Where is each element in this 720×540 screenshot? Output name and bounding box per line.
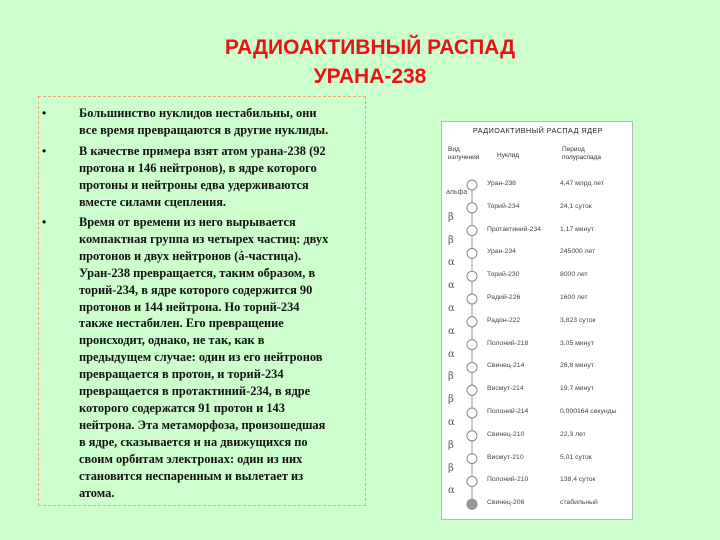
halflife-label: 24,1 суток bbox=[560, 202, 592, 210]
nuclide-label: Торий-234 bbox=[487, 202, 520, 210]
halflife-label: 1,17 минут bbox=[560, 225, 594, 233]
decay-chain-diagram bbox=[441, 121, 633, 520]
nucleus-node bbox=[467, 340, 477, 350]
text-line: также нестабилен. Его превращение bbox=[79, 316, 284, 331]
nucleus-node bbox=[467, 408, 477, 418]
nucleus-node bbox=[467, 362, 477, 372]
radiation-type-label: альфа bbox=[446, 189, 468, 196]
text-line: компактная группа из четырех частиц: двух bbox=[79, 231, 329, 246]
bullet-text bbox=[79, 214, 364, 501]
bullet-marker: • bbox=[42, 215, 47, 229]
nuclide-label: Протактиний-234 bbox=[487, 225, 542, 233]
nucleus-node bbox=[467, 226, 477, 236]
nucleus-node bbox=[467, 385, 477, 395]
halflife-label: 19,7 минут bbox=[560, 385, 594, 393]
text-line: торий-234, в ядре которого содержится 90 bbox=[79, 282, 313, 297]
nuclide-label: Свинец-206 bbox=[487, 499, 525, 507]
halflife-label: 26,8 минут bbox=[560, 362, 594, 370]
halflife-label: 4,47 млрд лет bbox=[560, 180, 604, 187]
header-line: полураспада bbox=[562, 154, 601, 161]
nuclide-label: Торий-230 bbox=[487, 271, 520, 279]
text-frame bbox=[38, 96, 366, 506]
nuclide-label: Радий-226 bbox=[487, 294, 521, 301]
radiation-type-label: α bbox=[448, 257, 455, 269]
text-line: все время превращаются в другие нуклиды. bbox=[79, 122, 329, 137]
halflife-label: стабильный bbox=[560, 499, 598, 507]
text-line: превращается в протактиний-234, в ядре bbox=[79, 384, 311, 399]
nuclide-label: Уран-234 bbox=[487, 248, 516, 256]
text-line: протонов и двух нейтронов (á-частица). bbox=[79, 248, 302, 263]
text-line: В качестве примера взят атом урана-238 (92 bbox=[79, 144, 326, 158]
halflife-label: 5,01 суток bbox=[560, 453, 592, 461]
text-line: Время от времени из него вырывается bbox=[79, 215, 296, 229]
nuclide-label: Свинец-210 bbox=[487, 430, 525, 438]
radiation-type-label: α bbox=[448, 348, 455, 360]
radiation-type-label: β bbox=[448, 211, 454, 223]
decay-chain-graphic bbox=[442, 122, 634, 521]
radiation-type-label: β bbox=[448, 462, 454, 474]
nuclide-label: Висмут-210 bbox=[487, 453, 524, 461]
nucleus-node bbox=[467, 431, 477, 441]
text-line: атома. bbox=[79, 485, 115, 500]
nucleus-node bbox=[467, 180, 477, 190]
text-line: нейтрона. Эта метаморфоза, произошедшая bbox=[79, 417, 326, 432]
text-line: в ядре, сказывается и на движущихся по bbox=[79, 434, 308, 449]
radiation-type-label: β bbox=[448, 234, 454, 246]
header-line: Вид bbox=[448, 146, 460, 153]
text-line: предыдущем случае: один из его нейтронов bbox=[79, 350, 323, 365]
diagram-title: РАДИОАКТИВНЫЙ РАСПАД ЯДЕР bbox=[472, 126, 604, 135]
halflife-label: 22,3 лет bbox=[560, 430, 586, 438]
text-line: своим орбитам электронах: один из них bbox=[79, 451, 303, 466]
text-line: превращается в протон, и торий-234 bbox=[79, 367, 284, 382]
header-line: излучения bbox=[448, 154, 480, 161]
nuclide-label: Свинец-214 bbox=[487, 362, 525, 370]
nucleus-node bbox=[467, 499, 477, 509]
nuclide-label: Полоний-210 bbox=[487, 476, 529, 484]
bullet-text bbox=[79, 105, 364, 139]
title-line-2: УРАНА-238 bbox=[313, 65, 427, 88]
halflife-label: 3,05 минут bbox=[560, 339, 594, 347]
radiation-type-label: β bbox=[448, 371, 454, 383]
radiation-type-label: α bbox=[448, 303, 455, 314]
nuclide-label: Висмут-214 bbox=[487, 385, 524, 393]
radiation-type-label: α bbox=[448, 417, 455, 428]
slide-title bbox=[150, 33, 590, 91]
radiation-type-label: α bbox=[448, 485, 455, 497]
text-line: которого содержатся 91 протон и 143 bbox=[79, 400, 285, 415]
text-line: протона и 146 нейтронов), в ядре которого bbox=[79, 160, 317, 175]
text-line: протонов и 144 нейтрона. Но торий-234 bbox=[79, 299, 300, 314]
text-line: происходит, однако, не так, как в bbox=[79, 333, 265, 348]
title-line-1: РАДИОАКТИВНЫЙ РАСПАД bbox=[224, 36, 516, 59]
text-line: вместе силами сцепления. bbox=[79, 194, 227, 209]
bullet-marker: • bbox=[42, 106, 47, 120]
radiation-type-label: α bbox=[448, 325, 455, 337]
nucleus-node bbox=[467, 476, 477, 486]
radiation-type-label: β bbox=[448, 394, 454, 406]
bullet-marker: • bbox=[42, 144, 47, 158]
header-nuclide: Нуклид bbox=[497, 152, 520, 159]
radiation-type-label: α bbox=[448, 280, 455, 292]
header-line: Период bbox=[562, 146, 585, 153]
bullet-text bbox=[79, 143, 364, 211]
text-line: Уран-238 превращается, таким образом, в bbox=[79, 265, 316, 280]
nucleus-node bbox=[467, 317, 477, 327]
nuclide-label: Полоний-214 bbox=[487, 408, 529, 415]
nuclide-label: Уран-238 bbox=[487, 180, 516, 187]
nucleus-node bbox=[467, 203, 477, 213]
halflife-label: 3,823 суток bbox=[560, 316, 596, 324]
text-line: протоны и нейтроны едва удерживаются bbox=[79, 177, 309, 192]
nuclide-label: Полоний-218 bbox=[487, 339, 529, 347]
halflife-label: 245000 лет bbox=[560, 248, 596, 256]
halflife-label: 8000 лет bbox=[560, 271, 588, 279]
text-line: становится неспаренным и вылетает из bbox=[79, 468, 304, 483]
radiation-type-label: β bbox=[448, 439, 454, 451]
nucleus-node bbox=[467, 294, 477, 304]
halflife-label: 1600 лет bbox=[560, 294, 588, 301]
nuclide-label: Радон-222 bbox=[487, 316, 521, 324]
halflife-label: 0,000164 секунды bbox=[560, 408, 617, 415]
nucleus-node bbox=[467, 454, 477, 464]
halflife-label: 138,4 суток bbox=[560, 476, 596, 484]
nucleus-node bbox=[467, 248, 477, 258]
nucleus-node bbox=[467, 271, 477, 281]
text-line: Большинство нуклидов нестабильны, они bbox=[79, 106, 317, 120]
